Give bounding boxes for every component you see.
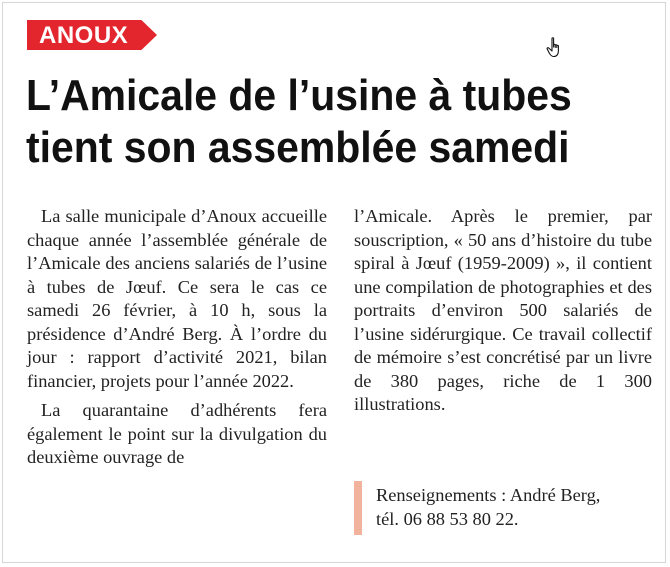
hand-pointer-icon	[546, 36, 564, 60]
body-column-left	[27, 205, 327, 470]
headline	[26, 70, 612, 174]
info-contact: Renseignements : André Berg,	[376, 485, 601, 505]
body-paragraph-2-start: La quarantaine d’adhérents fera également le point sur la divulgation du deuxième ouvrage de	[27, 400, 327, 467]
section-tag: ANOUX	[39, 22, 129, 49]
body-column-right	[354, 205, 652, 417]
body-paragraph-1: La salle municipale d’Anoux accueille chaque année l’assemblée générale de l’Amicale des anciens salariés de l’usine à tubes de Jœuf. Ce sera le cas ce samedi 26 février, à 10 h, sous la présidence d’André Berg. À l’ordre du jour : rapport d’activité 2021, bilan financier, projets pour l’année 2022.	[27, 206, 327, 391]
headline-line-1: L’Amicale de l’usine à tubes	[26, 71, 572, 120]
info-box	[354, 481, 652, 535]
body-paragraph-2-end: l’Amicale. Après le premier, par souscription, « 50 ans d’histoire du tube spiral à Jœuf (1959-2009) », il contient une compilation de photographies et des portraits d’environ 500 salariés de l’usine sidérurgique. Ce travail collectif de mémoire s’est concrétisé par un livre de 380 pages, riche de 1 300 illustrations.	[354, 206, 652, 414]
headline-line-2: tient son assemblée samedi	[26, 123, 570, 172]
info-phone: tél. 06 88 53 80 22.	[376, 508, 519, 529]
